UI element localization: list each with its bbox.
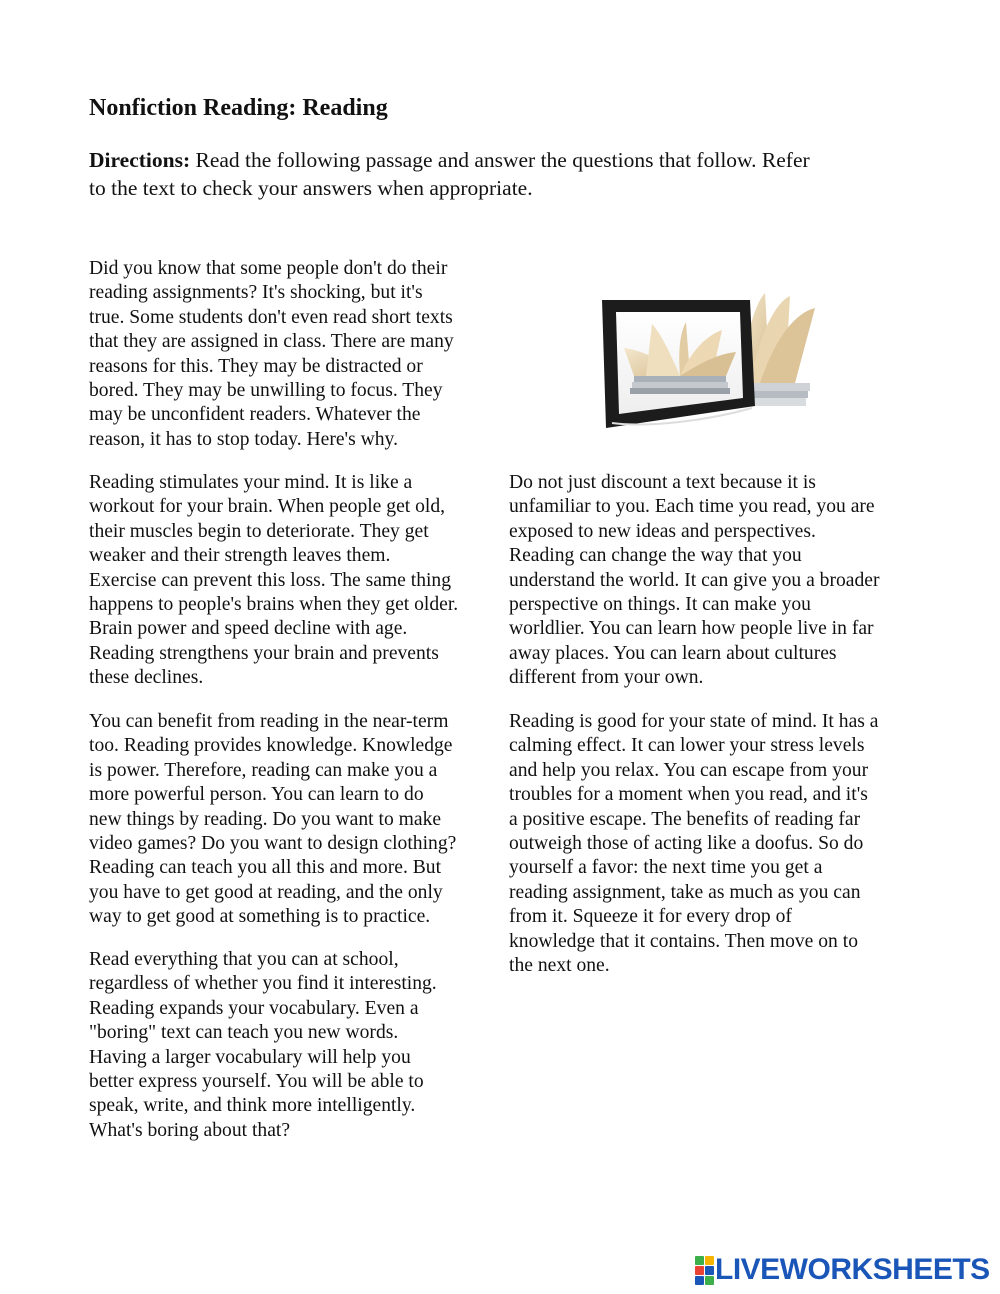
- text-line: video games? Do you want to design clothing?: [89, 833, 457, 855]
- text-line: Did you know that some people don't do their: [89, 258, 448, 279]
- text-line: knowledge that it contains. Then move on to: [509, 930, 858, 952]
- text-line: You can benefit from reading in the near-term: [89, 711, 449, 732]
- text-line: perspective on things. It can make you: [509, 594, 811, 616]
- text-line: true. Some students don't even read short texts: [89, 306, 453, 328]
- text-line: reading assignments? It's shocking, but it's: [89, 282, 423, 304]
- text-line: troubles for a moment when you read, and it's: [509, 784, 868, 806]
- tablet-device: [602, 300, 755, 428]
- text-line: speak, write, and think more intelligently.: [89, 1095, 416, 1117]
- text-line: may be unconfident readers. Whatever the: [89, 404, 421, 426]
- text-line: you have to get good at reading, and the only: [89, 881, 443, 903]
- text-line: a positive escape. The benefits of reading far: [509, 808, 861, 830]
- text-line: reason, it has to stop today. Here's why.: [89, 428, 398, 450]
- directions: [89, 146, 909, 202]
- text-line: weaker and their strength leaves them.: [89, 545, 391, 567]
- text-line: Reading can change the way that you: [509, 545, 802, 567]
- text-line: Reading strengthens your brain and prevents: [89, 642, 439, 664]
- text-line: yourself a favor: the next time you get a: [509, 857, 823, 879]
- text-line: Reading is good for your state of mind. It has a: [509, 711, 879, 732]
- text-line: better express yourself. You will be able to: [89, 1071, 424, 1093]
- text-line: bored. They may be unwilling to focus. They: [89, 380, 443, 402]
- text-line: more powerful person. You can learn to do: [89, 784, 424, 806]
- text-line: calming effect. It can lower your stress levels: [509, 735, 865, 757]
- text-line: Reading can teach you all this and more. But: [89, 857, 442, 879]
- text-line: and help you relax. You can escape from your: [509, 759, 869, 781]
- text-line: reading assignment, take as much as you can: [509, 881, 861, 903]
- text-line: these declines.: [89, 667, 204, 689]
- liveworksheets-badge-icon: [695, 1256, 713, 1284]
- directions-text-line-2: to the text to check your answers when appropriate.: [89, 176, 533, 200]
- text-line: outweigh those of acting like a doofus. So do: [509, 833, 864, 855]
- text-line: workout for your brain. When people get old,: [89, 496, 446, 518]
- text-line: Exercise can prevent this loss. The same thing: [89, 569, 452, 591]
- text-line: regardless of whether you find it interesting.: [89, 973, 437, 995]
- paragraph-state-of-mind: [509, 710, 879, 978]
- text-line: Reading stimulates your mind. It is like a: [89, 472, 413, 493]
- text-line: the next one.: [509, 955, 610, 977]
- text-line: from it. Squeeze it for every drop of: [509, 906, 792, 928]
- text-line: way to get good at something is to practice.: [89, 906, 431, 928]
- text-line: "boring" text can teach you new words.: [89, 1022, 399, 1044]
- text-line: understand the world. It can give you a broader: [509, 569, 880, 591]
- directions-label: Directions:: [89, 148, 191, 172]
- text-line: their muscles begin to deteriorate. They get: [89, 520, 429, 542]
- text-line: Reading expands your vocabulary. Even a: [89, 997, 419, 1019]
- tablet-with-books-image: [590, 288, 830, 438]
- text-line: that they are assigned in class. There are many: [89, 331, 454, 353]
- directions-text-line-1: Read the following passage and answer the questions that follow. Refer: [190, 148, 810, 172]
- paragraph-unfamiliar-text: [509, 471, 880, 691]
- text-line: Brain power and speed decline with age.: [89, 618, 408, 640]
- paragraph-stimulates-mind: [89, 471, 458, 691]
- text-line: different from your own.: [509, 667, 704, 689]
- text-line: new things by reading. Do you want to make: [89, 808, 442, 830]
- text-line: worldlier. You can learn how people live in far: [509, 618, 874, 640]
- text-line: too. Reading provides knowledge. Knowledge: [89, 735, 453, 757]
- paragraph-read-everything: [89, 948, 437, 1143]
- text-line: is power. Therefore, reading can make you a: [89, 759, 438, 781]
- liveworksheets-wordmark: LIVEWORKSHEETS: [715, 1253, 990, 1286]
- text-line: happens to people's brains when they get older.: [89, 594, 459, 616]
- text-line: exposed to new ideas and perspectives.: [509, 520, 816, 542]
- liveworksheets-logo[interactable]: [695, 1254, 990, 1286]
- paragraph-intro: [89, 257, 454, 452]
- text-line: Read everything that you can at school,: [89, 949, 399, 970]
- text-line: Having a larger vocabulary will help you: [89, 1046, 411, 1068]
- text-line: Do not just discount a text because it is: [509, 472, 816, 493]
- text-line: away places. You can learn about cultures: [509, 642, 837, 664]
- text-line: What's boring about that?: [89, 1119, 291, 1141]
- text-line: reasons for this. They may be distracted or: [89, 355, 423, 377]
- paragraph-near-term: [89, 710, 456, 930]
- page-title: Nonfiction Reading: Reading: [89, 95, 388, 121]
- text-line: unfamiliar to you. Each time you read, you are: [509, 496, 875, 518]
